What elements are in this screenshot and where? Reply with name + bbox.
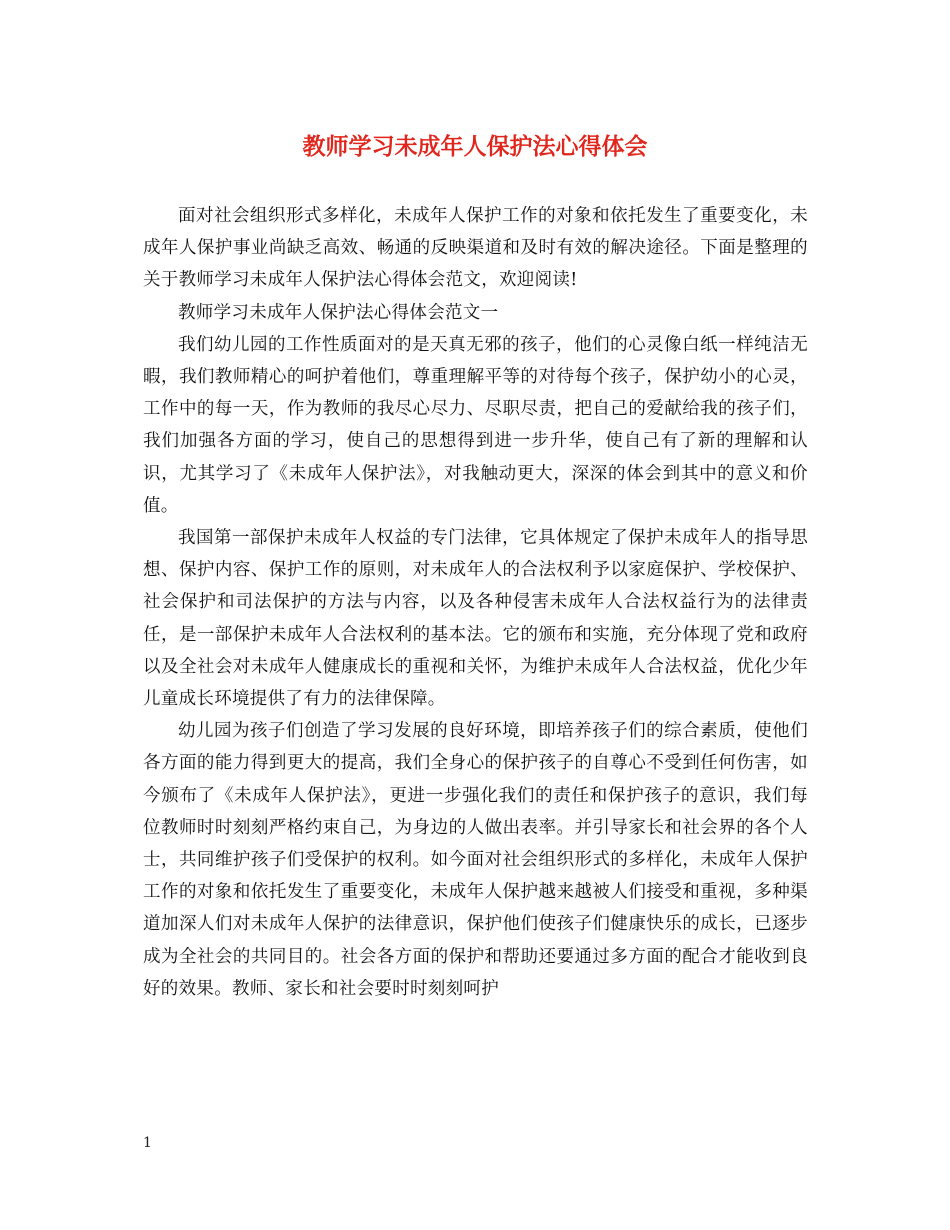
paragraph-law-description: 我国第一部保护未成年人权益的专门法律，它具体规定了保护未成年人的指导思想、保护内容、保护工作的原则，对未成年人的合法权利予以家庭保护、学校保护、社会保护和司法保护的方法与内容，以及各种侵害未成年人合法权益行为的法律责任，是一部保护未成年人合法权利的基本法。它的颁布和实施，充分体现了党和政府以及全社会对未成年人健康成长的重视和关怀，为维护未成年人合法权益，优化少年儿童成长环境提供了有力的法律保障。: [143, 528, 808, 710]
paragraph-kindergarten-work: 我们幼儿园的工作性质面对的是天真无邪的孩子，他们的心灵像白纸一样纯洁无暇，我们教师精心的呵护着他们，尊重理解平等的对待每个孩子，保护幼小的心灵，工作中的每一天，作为教师的我尽心尽力、尽职尽责，把自己的爱献给我的孩子们，我们加强各方面的学习，使自己的思想得到进一步升华，使自己有了新的理解和认识，尤其学习了《未成年人保护法》，对我触动更大，深深的体会到其中的意义和价值。: [143, 334, 808, 516]
paragraph-intro: 面对社会组织形式多样化，未成年人保护工作的对象和依托发生了重要变化，未成年人保护事业尚缺乏高效、畅通的反映渠道和及时有效的解决途径。下面是整理的关于教师学习未成年人保护法心得体会范文，欢迎阅读!: [143, 206, 808, 291]
page-number: 1: [143, 1135, 152, 1151]
paragraph-kindergarten-environment: 幼儿园为孩子们创造了学习发展的良好环境，即培养孩子们的综合素质，使他们各方面的能力得到更大的提高，我们全身心的保护孩子的自尊心不受到任何伤害，如今颁布了《未成年人保护法》，更进一步强化我们的责任和保护孩子的意识，我们每位教师时时刻刻严格约束自己，为身边的人做出表率。并引导家长和社会界的各个人士，共同维护孩子们受保护的权利。如今面对社会组织形式的多样化，未成年人保护工作的对象和依托发生了重要变化，未成年人保护越来越被人们接受和重视，多种渠道加深人们对未成年人保护的法律意识，保护他们使孩子们健康快乐的成长，已逐步成为全社会的共同目的。社会各方面的保护和帮助还要通过多方面的配合才能收到良好的效果。教师、家长和社会要时时刻刻呵护: [143, 721, 808, 999]
document-body: [143, 200, 808, 1005]
section-heading: 教师学习未成年人保护法心得体会范文一: [178, 302, 499, 323]
document-title: 教师学习未成年人保护法心得体会: [302, 133, 648, 160]
